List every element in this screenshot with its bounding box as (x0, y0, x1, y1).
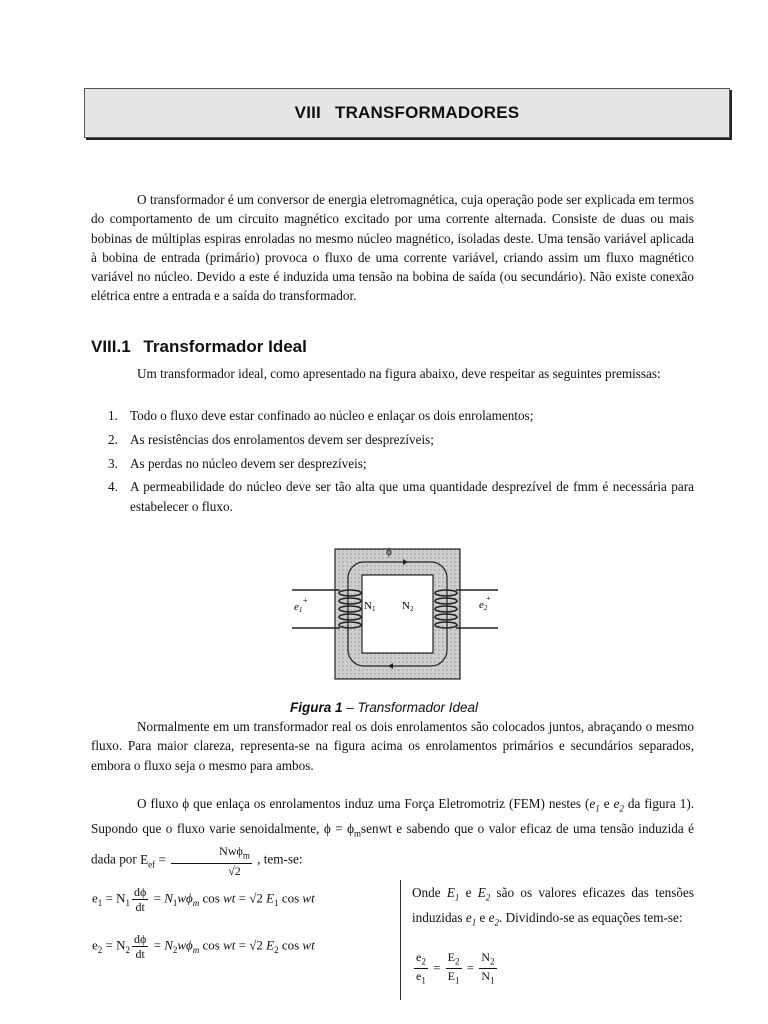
premise-text: As resistências dos enrolamentos devem ser desprezíveis; (130, 431, 434, 447)
section-number: VIII.1 (91, 337, 131, 356)
intro-paragraph: O transformador é um conversor de energia eletromagnética, cuja operação pode ser explicada em termos do comportamento de um circuito magnético excitado por uma corrente alternada. Consiste de duas ou mais bobinas de múltiplas espiras enroladas no mesmo núcleo magnético, isoladas deste. Uma tensão variável aplicada à bobina de entrada (primário) provoca o fluxo de uma corrente variável, criando assim um fluxo magnético variável no núcleo. Devido a este é induzida uma tensão na bobina de saída (ou secundário). Não existe conexão elétrica entre a entrada e a saída do transformador. (91, 192, 694, 304)
premise-text: Todo o fluxo deve estar confinado ao núcleo e enlaçar os dois enrolamentos; (130, 408, 534, 423)
figure-caption-text: – Transformador Ideal (342, 700, 479, 715)
phi-label: ϕ (386, 546, 392, 558)
side-note: Onde $E_1$ e $E_2$ são os valores eficazes das tensões induzidas $e_1$ e $e_2$. Dividindo-se as equações tem-se: (412, 885, 694, 928)
list-item: 4. A permeabilidade do núcleo deve ser tão alta que uma quantidade desprezível de fmm é necessária para estabelecer o fluxo. (108, 479, 694, 514)
n1-label: N1 (364, 600, 376, 613)
figure-caption (0, 700, 768, 715)
paragraph-3: O fluxo ϕ que enlaça os enrolamentos induz uma Força Eletromotriz (FEM) nestes ($e_1$ e $e_2$ da figura 1). Supondo que o fluxo varie senoidalmente, $\phi = \phi_msenwt$ e sabendo que o valor eficaz de uma tensão induzida é dada por $E_{ef}$ = $\frac{Nw\phi_m}{√2}$ , tem-se: (91, 796, 695, 878)
section-lead-paragraph: Um transformador ideal, como apresentado na figura abaixo, deve respeitar as seguintes premissas: (137, 366, 661, 381)
equation-e2: $e_2 = N_2$ $\frac{d\phi}{dt}$ = $N_2w\phi_m$ cos wt = √2 $E_2$ cos wt (92, 932, 315, 961)
premises-list (108, 406, 694, 520)
list-item: 1. Todo o fluxo deve estar confinado ao núcleo e enlaçar os dois enrolamentos; (108, 408, 534, 423)
chapter-title: TRANSFORMADORES (334, 103, 520, 122)
e2-label: e2 (479, 599, 488, 612)
e2-plus: + (486, 594, 491, 603)
premise-text: As perdas no núcleo devem ser desprezíveis; (130, 455, 367, 471)
list-item: 3. As perdas no núcleo devem ser desprezíveis; (108, 455, 367, 471)
eef-fraction: $\frac{Nw\phi_m}{√2}$ (171, 844, 252, 877)
paragraph-2: Normalmente em um transformador real os dois enrolamentos são colocados juntos, abraçando o mesmo fluxo. Para maior clareza, representa-se na figura acima os enrolamentos primários e secundários separados, embora o fluxo seja o mesmo para ambos. (91, 719, 694, 773)
ratio-equation: $\frac{e_2}{e_1}$ = $\frac{E_2}{E_1}$ = $\frac{N_2}{N_1}$ (416, 950, 495, 986)
transformer-figure (290, 537, 500, 685)
chapter-number: VIII (294, 103, 321, 122)
n2-label: N2 (402, 600, 414, 613)
section-title-text: Transformador Ideal (143, 337, 307, 356)
e1-plus: + (303, 596, 308, 605)
list-item: 2. As resistências dos enrolamentos devem ser desprezíveis; (108, 431, 434, 447)
chapter-title-box (84, 88, 730, 138)
premise-text: A permeabilidade do núcleo deve ser tão alta que uma quantidade desprezível de fmm é necessária para estabelecer o fluxo. (130, 479, 694, 514)
figure-label: Figura 1 (289, 700, 343, 715)
equation-e1: $e_1 = N_1$ $\frac{d\phi}{dt}$ = $N_1w\phi_m$ cos wt = √2 $E_1$ cos wt (92, 885, 315, 914)
section-title (91, 337, 307, 357)
core-window (362, 575, 433, 653)
column-divider (400, 880, 401, 1000)
flux-equation: $\phi = \phi_msenwt$ (323, 821, 392, 839)
e1-label: e1 (294, 601, 303, 614)
eef-equation: $E_{ef}$ = $\frac{Nw\phi_m}{√2}$ (140, 844, 250, 878)
